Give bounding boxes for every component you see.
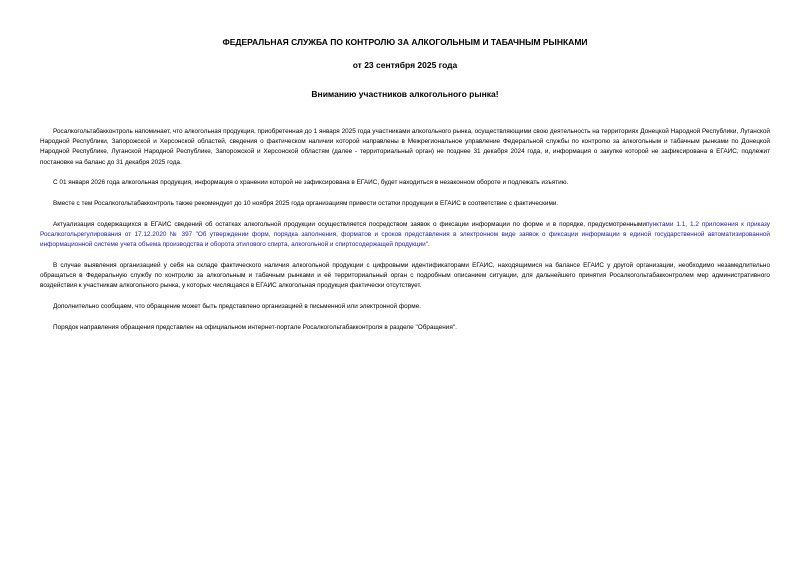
paragraph-actualization: [40, 220, 770, 251]
paragraph-warehouse-detection: В случае выявления организацией у себя на складе фактического наличия алкогольной продукции с цифровыми идентификаторами ЕГАИС, находящимися на балансе ЕГАИС у другой организации, необходимо незамедлительно обращаться в Федеральную службу по контролю за алкогольным и табачным рынками и её территориальный орган с подробным описанием ситуации, для дальнейшего принятия Росалкогольтабакконтролем мер административного воздействия к участникам алкогольного рынка, у которых числящаяся в ЕГАИС алкогольная продукция фактически отсутствует.: [40, 261, 770, 290]
paragraph-recommendation: Вместе с тем Росалкогольтабакконтроль также рекомендует до 10 ноября 2025 года организациям привести остатки продукции в ЕГАИС в соответствие с фактическими.: [53, 200, 559, 208]
paragraph-submission-procedure: Порядок направления обращения представлен на официальном интернет-портале Росалкогольтабакконтроля в разделе "Обращения".: [53, 323, 457, 331]
document-headline: Вниманию участников алкогольного рынка!: [311, 89, 499, 99]
paragraph-actualization-end: .: [427, 241, 430, 249]
organization-title: ФЕДЕРАЛЬНАЯ СЛУЖБА ПО КОНТРОЛЮ ЗА АЛКОГОЛЬНЫМ И ТАБАЧНЫМ РЫНКАМИ: [222, 37, 588, 47]
paragraph-submission-form: Дополнительно сообщаем, что обращение может быть представлено организацией в письменной или электронной форме.: [53, 302, 421, 310]
document-date: от 23 сентября 2025 года: [352, 60, 458, 70]
paragraph-balance-deadline: Росалкогольтабакконтроль напоминает, что алкогольная продукция, приобретенная до 1 января 2025 года участниками алкогольного рынка, осуществляющими свою деятельность на территориях Донецкой Народной Республики, Луганской Народной Республики, Запорожской и Херсонской областей, сведения о фактическом наличии которой направлены в Межрегиональное управление Федеральной службы по контролю за алкогольным и табачным рынками по Донецкой Народной Республике, Луганской Народной Республике, Запорожской и Херсонской областям (далее - территориальный орган) не позднее 31 декабря 2024 года, и, информация о закупке которой не зафиксирована в ЕГАИС, подлежит постановке на баланс до 31 декабря 2025 года.: [40, 128, 770, 166]
document-page: [40, 36, 770, 343]
paragraph-actualization-text: Актуализация содержащихся в ЕГАИС сведений об остатках алкогольной продукции осуществляется посредством заявок о фиксации информации по форме и в порядке, предусмотренными: [53, 220, 646, 228]
document-body: [40, 127, 770, 333]
order-397-link[interactable]: пунктами 1.1, 1.2 приложения к приказу Росалкогольрегулирования от 17.12.2020 № 397 "Об утверждении форм, порядка заполнения, форматов и сроков представления в электронном виде заявок о фиксации информации в единой государственной автоматизированной информационной системе учета объема производства и оборота этилового спирта, алкогольной и спиртосодержащей продукции": [40, 220, 770, 249]
paragraph-illegal-turnover: С 01 января 2026 года алкогольная продукция, информация о хранении которой не зафиксирована в ЕГАИС, будет находиться в незаконном обороте и подлежать изъятию.: [53, 179, 569, 187]
